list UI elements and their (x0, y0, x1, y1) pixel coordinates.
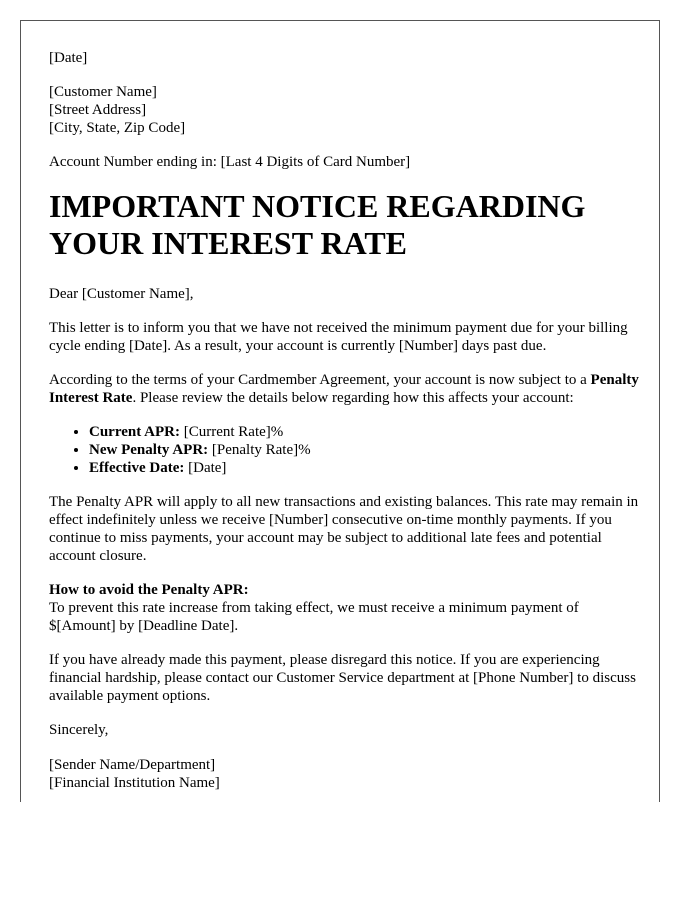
intro-paragraph: This letter is to inform you that we have not received the minimum payment due for your billing cycle ending [Date]. As a result, your account is currently [Number] days past due. (49, 320, 628, 354)
rate-item-value: [Current Rate]% (179, 424, 284, 440)
recipient-address (49, 83, 639, 137)
terms-prefix: According to the terms of your Cardmember Agreement, your account is now subject to a (49, 372, 591, 388)
avoid-penalty-section (49, 581, 639, 635)
rate-item-value: [Penalty Rate]% (208, 442, 311, 458)
account-number-line: Account Number ending in: [Last 4 Digits of Card Number] (49, 154, 411, 170)
penalty-rate-term: Penalty Interest Rate (49, 372, 639, 406)
headline-line-1: IMPORTANT NOTICE REGARDING (49, 188, 586, 224)
avoid-penalty-heading-text: How to avoid the Penalty APR: (49, 582, 249, 598)
terms-suffix: . Please review the details below regarding how this affects your account: (132, 390, 574, 406)
letter-date: [Date] (49, 50, 88, 66)
letter-page (20, 20, 660, 802)
institution-name: [Financial Institution Name] (49, 775, 220, 791)
salutation: Dear [Customer Name], (49, 286, 194, 302)
letter-body (49, 49, 639, 792)
terms-paragraph (49, 371, 639, 407)
headline-line-2: YOUR INTEREST RATE (49, 225, 408, 261)
penalty-apr-paragraph: The Penalty APR will apply to all new transactions and existing balances. This rate may remain in effect indefinitely unless we receive [Number] consecutive on-time monthly payments. If you continue to miss payments, your account may be subject to additional late fees and potential account closure. (49, 494, 639, 564)
avoid-penalty-heading (49, 581, 639, 599)
rate-item-label: New Penalty APR: (89, 442, 209, 458)
rate-item-current-apr (89, 423, 639, 441)
rate-item-penalty-apr (89, 441, 639, 459)
sender-name: [Sender Name/Department] (49, 757, 216, 773)
signature-block (49, 721, 639, 792)
recipient-street: [Street Address] (49, 102, 147, 118)
hardship-paragraph: If you have already made this payment, please disregard this notice. If you are experiencing financial hardship, please contact our Customer Service department at [Phone Number] to discuss available payment options. (49, 652, 636, 704)
rate-item-label: Effective Date: (89, 460, 185, 476)
notice-headline (49, 188, 639, 262)
closing: Sincerely, (49, 722, 109, 738)
avoid-penalty-text: To prevent this rate increase from taking effect, we must receive a minimum payment of $[Amount] by [Deadline Date]. (49, 600, 579, 634)
rate-item-value: [Date] (184, 460, 227, 476)
rate-item-label: Current APR: (89, 424, 180, 440)
recipient-name: [Customer Name] (49, 84, 157, 100)
rate-item-effective-date (89, 459, 639, 477)
rate-details-list (49, 423, 639, 477)
recipient-city-state-zip: [City, State, Zip Code] (49, 120, 186, 136)
